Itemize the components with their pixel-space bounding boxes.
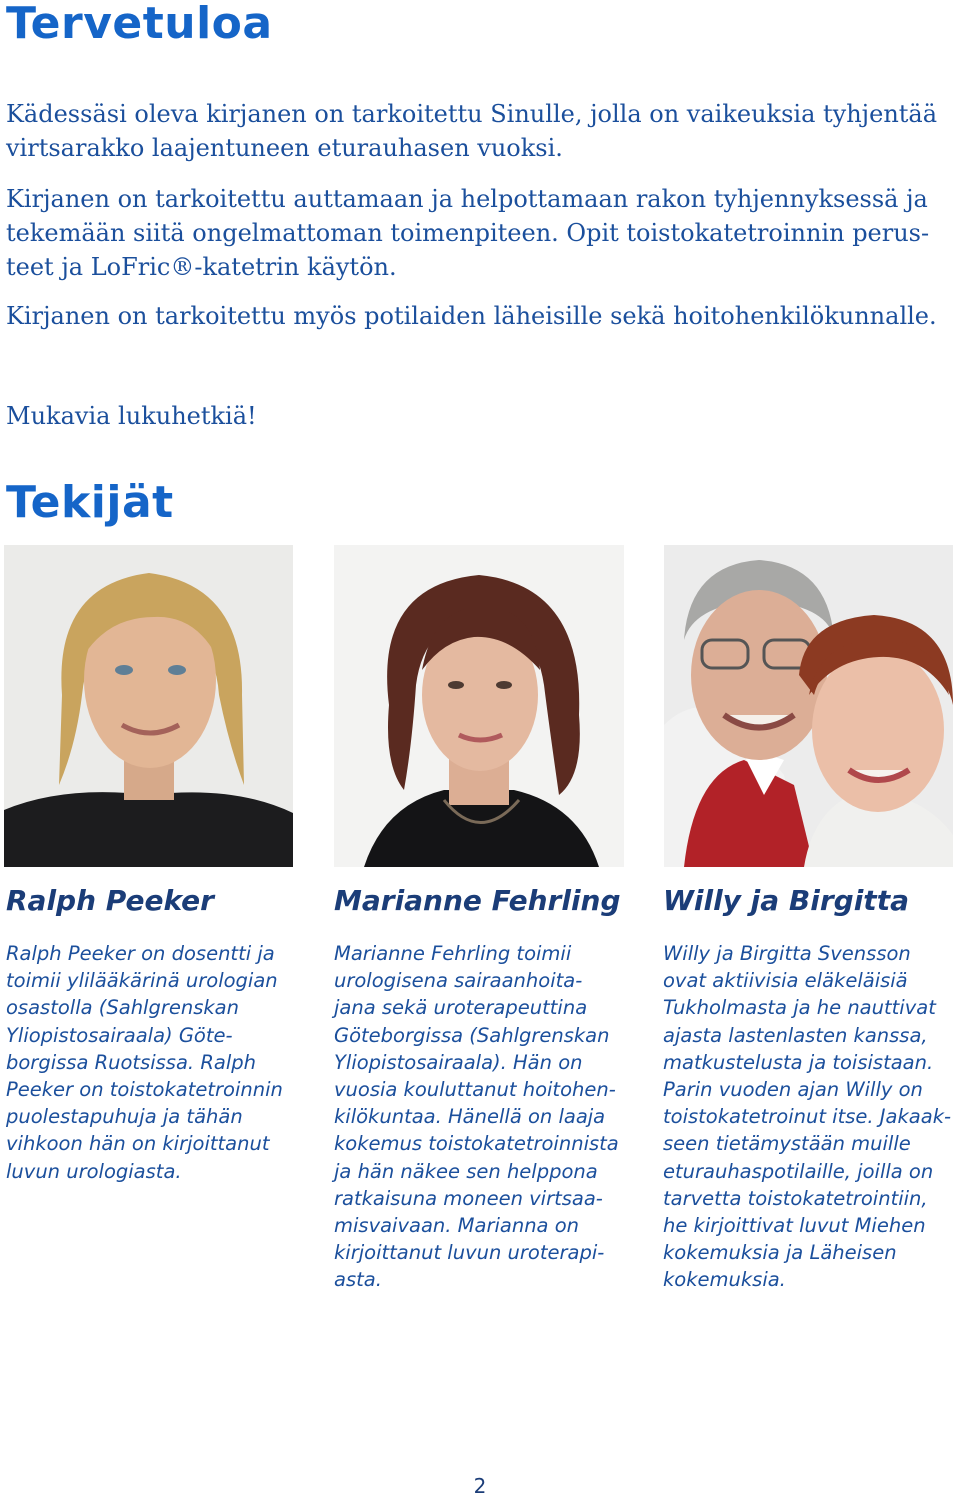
- author-photo-willy-ja-birgitta: [664, 545, 953, 867]
- page-number: 2: [473, 1474, 487, 1498]
- author-name-ralph-peeker: Ralph Peeker: [6, 884, 214, 917]
- closing-greeting: Mukavia lukuhetkiä!: [6, 402, 257, 430]
- author-bio-willy-ja-birgitta: Willy ja Birgitta Svensson ovat aktiivisia eläkeläisiä Tukholmasta ja he nauttivat ajasta lastenlasten kanssa, matkustelusta ja toisistaan. Parin vuoden ajan Willy on toistokatetroinut itse. Jakaak- seen tietämystään muille eturauhaspotilaille, joilla on tarvetta toistokatetrointiin, he kirjoittivat luvut Miehen kokemuksia ja Läheisen kokemuksia.: [663, 942, 952, 1292]
- author-name-willy-ja-birgitta: Willy ja Birgitta: [663, 884, 909, 917]
- intro-paragraph-2: Kirjanen on tarkoitettu auttamaan ja helpottamaan rakon tyhjennyksessä ja tekemään siitä ongelmattoman toimenpiteen. Opit toistokatetroinnin perus- teet ja LoFric®-katetrin käytön.: [6, 185, 930, 281]
- author-photo-marianne-fehrling: [334, 545, 624, 867]
- author-bio-ralph-peeker: Ralph Peeker on dosentti ja toimii ylilääkärinä urologian osastolla (Sahlgrenskan Yliopistosairaala) Göte- borgissa Ruotsissa. Ralph Peeker on toistokatetroinnin puolestapuhuja ja tähän vihkoon hän on kirjoittanut luvun urologiasta.: [6, 942, 283, 1183]
- intro-paragraph-1: Kädessäsi oleva kirjanen on tarkoitettu Sinulle, jolla on vaikeuksia tyhjentää virtsarakko laajentuneen eturauhasen vuoksi.: [6, 100, 938, 162]
- author-name-marianne-fehrling: Marianne Fehrling: [334, 884, 621, 917]
- intro-paragraph-3: Kirjanen on tarkoitettu myös potilaiden läheisille sekä hoitohenkilökunnalle.: [6, 302, 937, 330]
- authors-title: Tekijät: [6, 477, 174, 528]
- welcome-title: Tervetuloa: [6, 0, 273, 49]
- author-bio-marianne-fehrling: Marianne Fehrling toimii urologisena sairaanhoita- jana sekä uroterapeuttina Göteborgissa (Sahlgrenskan Yliopistosairaala). Hän on vuosia kouluttanut hoitohen- kilökuntaa. Hänellä on laaja kokemus toistokatetroinnista ja hän näkee sen helppona ratkaisuna moneen virtsaa- misvaivaan. Marianna on kirjoittanut luvun uroterapi- asta.: [334, 942, 619, 1292]
- author-photo-ralph-peeker: [4, 545, 293, 867]
